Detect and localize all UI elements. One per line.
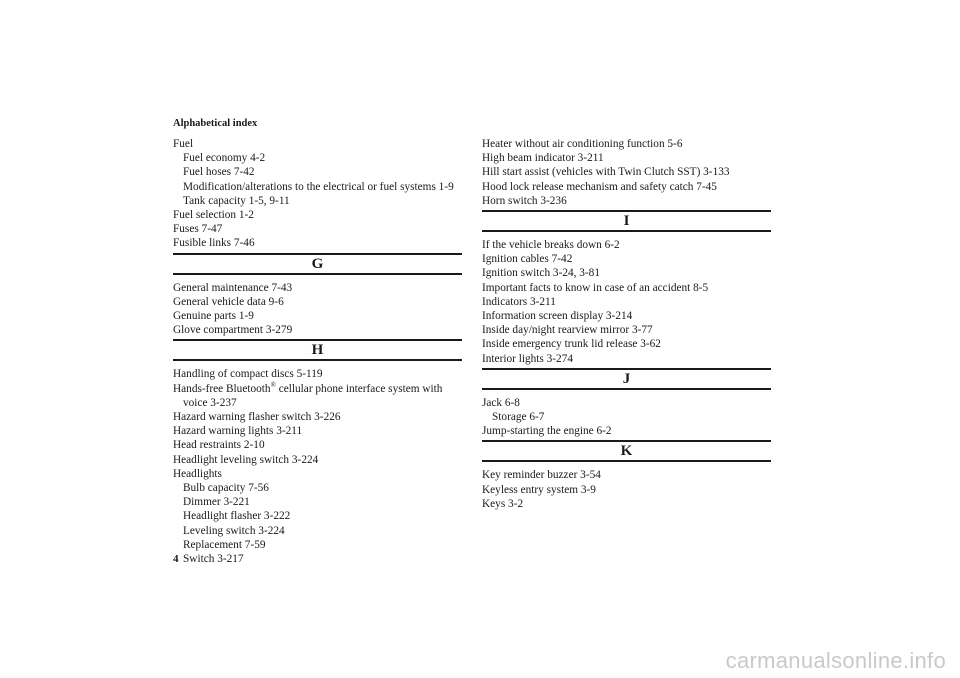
registered-mark: ®: [270, 380, 276, 389]
index-entry: Heater without air conditioning function 5-6: [482, 138, 683, 150]
hands-free-text-rest: cellular phone interface system with: [275, 382, 443, 395]
index-entry: Key reminder buzzer 3-54: [482, 469, 601, 482]
index-subentry: Storage 6-7: [492, 411, 545, 424]
index-entry: Ignition switch 3-24, 3-81: [482, 267, 600, 280]
index-entry: Jack 6-8: [482, 396, 520, 409]
index-entry: Handling of compact discs 5-119: [173, 368, 323, 381]
index-entry-hands-free: [173, 382, 462, 396]
section-letter-h: H: [173, 339, 462, 361]
index-entry: Fuses 7-47: [173, 223, 223, 236]
index-entry: Important facts to know in case of an accident 8-5: [482, 281, 709, 294]
index-entry: High beam indicator 3-211: [482, 152, 604, 165]
index-entry: General maintenance 7-43: [173, 281, 293, 294]
index-entry: General vehicle data 9-6: [173, 295, 284, 308]
index-subentry: Bulb capacity 7-56: [183, 482, 269, 495]
index-subentry: Tank capacity 1-5, 9-11: [183, 194, 290, 207]
index-group-j: [482, 396, 771, 439]
index-entry: Ignition cables 7-42: [482, 253, 573, 266]
index-subentry: Fuel hoses 7-42: [183, 166, 255, 179]
index-subentry: Modification/alterations to the electrical or fuel systems 1-9: [183, 180, 454, 193]
index-subentry: Replacement 7-59: [183, 538, 266, 551]
index-entry: Hazard warning flasher switch 3-226: [173, 411, 341, 424]
index-column-left: [173, 137, 462, 566]
index-entry: Information screen display 3-214: [482, 310, 633, 323]
index-entry: If the vehicle breaks down 6-2: [482, 239, 620, 252]
index-entry: Hill start assist (vehicles with Twin Clutch SST) 3-133: [482, 166, 730, 179]
index-group-k: [482, 468, 771, 511]
index-group-i: [482, 238, 771, 366]
section-letter-j: J: [482, 368, 771, 390]
watermark: carmanualsonline.info: [725, 648, 946, 673]
index-entry: Headlights: [173, 467, 222, 480]
index-group-h: [173, 367, 462, 566]
section-letter-g: G: [173, 253, 462, 275]
index-entry: Genuine parts 1-9: [173, 310, 254, 323]
index-entry: Inside day/night rearview mirror 3-77: [482, 324, 653, 337]
index-entry-continuation: voice 3-237: [183, 396, 237, 409]
section-letter-k: K: [482, 440, 771, 462]
index-subentry: Dimmer 3-221: [183, 496, 250, 509]
page-title: Alphabetical index: [173, 118, 258, 129]
section-letter-i: I: [482, 210, 771, 232]
index-entry: Jump-starting the engine 6-2: [482, 425, 612, 438]
index-subentry: Fuel economy 4-2: [183, 152, 266, 165]
index-entry: Inside emergency trunk lid release 3-62: [482, 338, 661, 351]
index-group-f: [173, 137, 462, 251]
page-number: 4: [173, 553, 179, 565]
index-entry: Fuel: [173, 138, 194, 150]
index-group-h-continued: [482, 137, 771, 208]
index-entry: Interior lights 3-274: [482, 352, 573, 365]
index-subentry: Switch 3-217: [183, 553, 244, 566]
index-group-g: [173, 281, 462, 338]
index-entry: Indicators 3-211: [482, 295, 556, 308]
index-subentry: Leveling switch 3-224: [183, 524, 285, 537]
index-entry: Fuel selection 1-2: [173, 209, 254, 222]
index-entry: Hood lock release mechanism and safety catch 7-45: [482, 180, 717, 193]
index-entry: Hazard warning lights 3-211: [173, 425, 303, 438]
index-entry: Head restraints 2-10: [173, 439, 265, 452]
index-subentry: Headlight flasher 3-222: [183, 510, 291, 523]
index-entry: Horn switch 3-236: [482, 194, 567, 207]
index-entry: Fusible links 7-46: [173, 237, 255, 250]
index-entry: Headlight leveling switch 3-224: [173, 453, 319, 466]
index-entry: Keyless entry system 3-9: [482, 483, 596, 496]
index-entry: Keys 3-2: [482, 497, 524, 510]
index-entry: Glove compartment 3-279: [173, 324, 293, 337]
hands-free-text: Hands-free Bluetooth: [173, 382, 271, 395]
index-column-right: [482, 137, 771, 511]
